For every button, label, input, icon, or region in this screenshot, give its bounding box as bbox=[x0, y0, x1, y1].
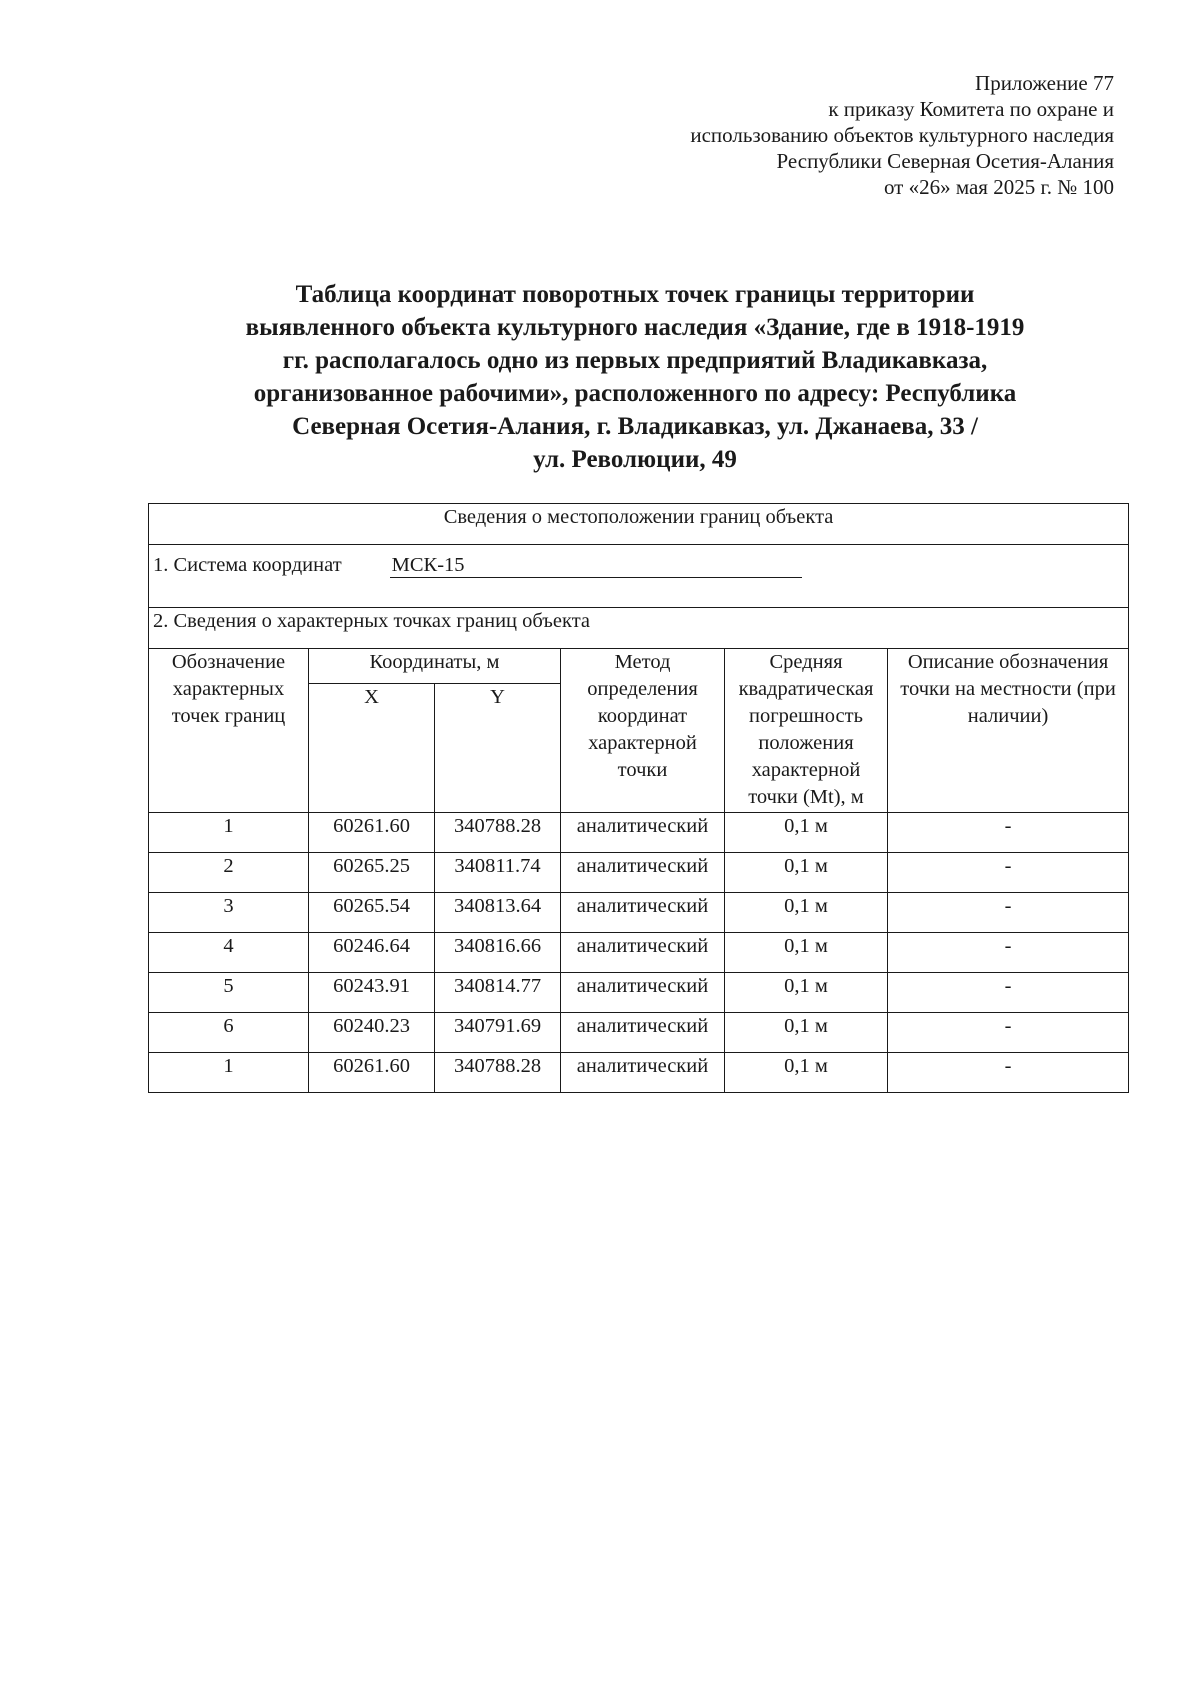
y-coordinate-cell: 340816.66 bbox=[435, 933, 561, 973]
column-header-method: Метод определения координат характерной точки bbox=[561, 649, 725, 813]
table-row bbox=[149, 853, 1129, 893]
point-number-cell: 3 bbox=[149, 893, 309, 933]
title-line: Таблица координат поворотных точек границы территории bbox=[295, 281, 975, 308]
coordinates-table bbox=[148, 503, 1129, 1093]
error-cell: 0,1 м bbox=[725, 853, 888, 893]
x-coordinate-cell: 60265.25 bbox=[309, 853, 435, 893]
description-cell: - bbox=[888, 1013, 1129, 1053]
point-number-cell: 5 bbox=[149, 973, 309, 1013]
title-line: Северная Осетия-Алания, г. Владикавказ, ул. Джанаева, 33 / bbox=[292, 413, 978, 440]
column-header-coordinates: Координаты, м bbox=[309, 649, 561, 684]
method-cell: аналитический bbox=[561, 973, 725, 1013]
description-cell: - bbox=[888, 933, 1129, 973]
title-line: гг. располагалось одно из первых предприятий Владикавказа, bbox=[282, 347, 988, 374]
error-cell: 0,1 м bbox=[725, 1053, 888, 1093]
column-header-description: Описание обозначения точки на местности (при наличии) bbox=[888, 649, 1129, 813]
method-cell: аналитический bbox=[561, 813, 725, 853]
document-title bbox=[190, 278, 1080, 476]
table-row bbox=[149, 1053, 1129, 1093]
x-coordinate-cell: 60243.91 bbox=[309, 973, 435, 1013]
title-line: ул. Революции, 49 bbox=[533, 446, 737, 473]
error-cell: 0,1 м bbox=[725, 1013, 888, 1053]
description-cell: - bbox=[888, 813, 1129, 853]
table-row bbox=[149, 893, 1129, 933]
error-cell: 0,1 м bbox=[725, 813, 888, 853]
location-info-header: Сведения о местоположении границ объекта bbox=[149, 504, 1129, 545]
x-coordinate-cell: 60240.23 bbox=[309, 1013, 435, 1053]
appendix-number: Приложение 77 bbox=[975, 71, 1114, 95]
description-cell: - bbox=[888, 893, 1129, 933]
point-number-cell: 1 bbox=[149, 1053, 309, 1093]
description-cell: - bbox=[888, 973, 1129, 1013]
error-cell: 0,1 м bbox=[725, 893, 888, 933]
appendix-header bbox=[494, 70, 1114, 200]
order-reference-line: Республики Северная Осетия-Алания bbox=[776, 149, 1114, 173]
order-reference-line: к приказу Комитета по охране и bbox=[828, 97, 1114, 121]
error-cell: 0,1 м bbox=[725, 973, 888, 1013]
coordinate-system-value: МСК-15 bbox=[390, 553, 802, 578]
description-cell: - bbox=[888, 853, 1129, 893]
characteristic-points-header: 2. Сведения о характерных точках границ объекта bbox=[149, 608, 1129, 649]
column-header-x: X bbox=[309, 684, 435, 813]
y-coordinate-cell: 340788.28 bbox=[435, 813, 561, 853]
order-date: от «26» мая 2025 г. № 100 bbox=[883, 175, 1114, 199]
x-coordinate-cell: 60261.60 bbox=[309, 813, 435, 853]
x-coordinate-cell: 60246.64 bbox=[309, 933, 435, 973]
x-coordinate-cell: 60265.54 bbox=[309, 893, 435, 933]
y-coordinate-cell: 340791.69 bbox=[435, 1013, 561, 1053]
description-cell: - bbox=[888, 1053, 1129, 1093]
method-cell: аналитический bbox=[561, 853, 725, 893]
method-cell: аналитический bbox=[561, 893, 725, 933]
point-number-cell: 2 bbox=[149, 853, 309, 893]
table-row bbox=[149, 933, 1129, 973]
point-number-cell: 6 bbox=[149, 1013, 309, 1053]
error-cell: 0,1 м bbox=[725, 933, 888, 973]
y-coordinate-cell: 340788.28 bbox=[435, 1053, 561, 1093]
y-coordinate-cell: 340814.77 bbox=[435, 973, 561, 1013]
column-header-designation: Обозначение характерных точек границ bbox=[149, 649, 309, 813]
y-coordinate-cell: 340813.64 bbox=[435, 893, 561, 933]
title-line: организованное рабочими», расположенного по адресу: Республика bbox=[253, 380, 1017, 407]
order-reference-line: использованию объектов культурного наследия bbox=[690, 123, 1114, 147]
coordinate-system-label: 1. Система координат bbox=[153, 554, 342, 576]
column-header-y: Y bbox=[435, 684, 561, 813]
table-row bbox=[149, 1013, 1129, 1053]
method-cell: аналитический bbox=[561, 933, 725, 973]
title-line: выявленного объекта культурного наследия «Здание, где в 1918-1919 bbox=[245, 314, 1025, 341]
point-number-cell: 4 bbox=[149, 933, 309, 973]
method-cell: аналитический bbox=[561, 1053, 725, 1093]
method-cell: аналитический bbox=[561, 1013, 725, 1053]
y-coordinate-cell: 340811.74 bbox=[435, 853, 561, 893]
table-row bbox=[149, 973, 1129, 1013]
coordinate-system-cell bbox=[149, 545, 1129, 608]
table-row bbox=[149, 813, 1129, 853]
column-header-error: Средняя квадратическая погрешность положения характерной точки (Mt), м bbox=[725, 649, 888, 813]
x-coordinate-cell: 60261.60 bbox=[309, 1053, 435, 1093]
point-number-cell: 1 bbox=[149, 813, 309, 853]
